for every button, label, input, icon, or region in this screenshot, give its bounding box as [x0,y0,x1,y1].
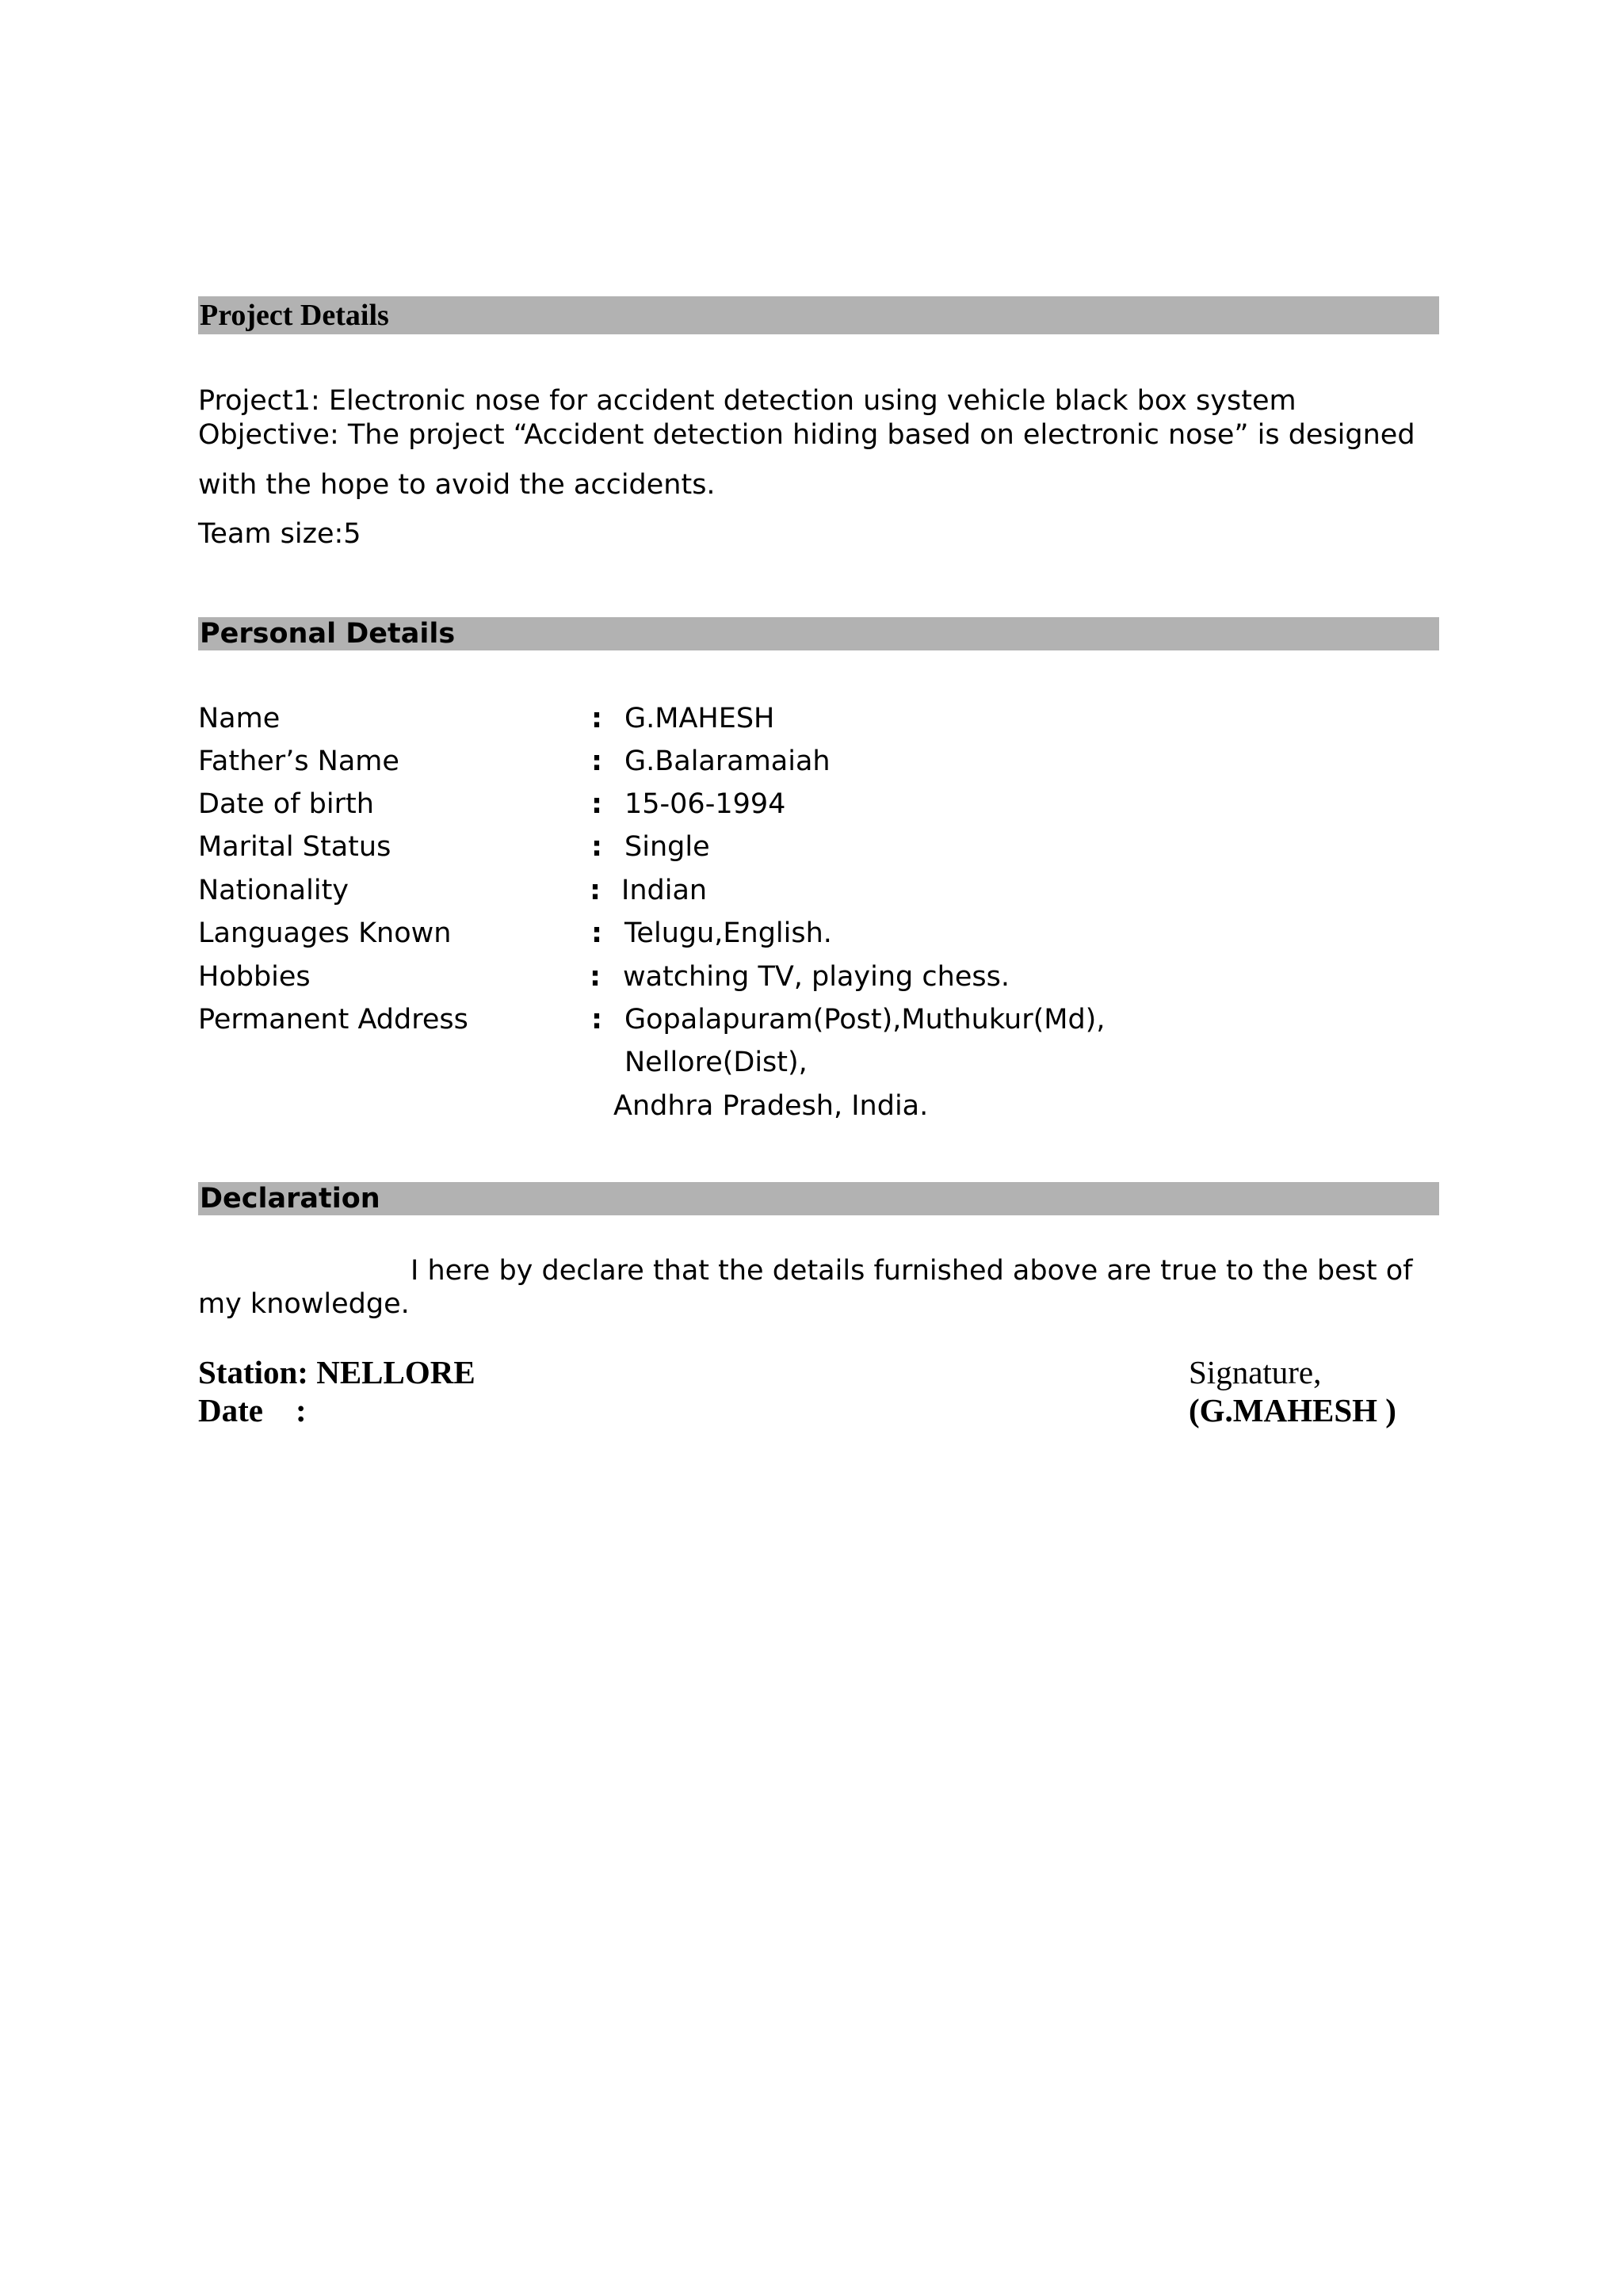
field-label: Father’s Name [198,746,399,777]
field-label: Name [198,703,281,734]
personal-row-date-of-birth [198,783,1439,826]
field-colon: : [591,917,602,949]
team-size: Team size:5 [198,518,361,550]
project-objective-line: Objective: The project “Accident detection hiding based on electronic nose” is designed [198,419,1415,451]
field-value: Telugu,English. [624,917,832,949]
field-value: G.MAHESH [624,703,775,734]
field-colon: : [591,703,602,734]
personal-row-name [198,697,1439,740]
field-label: Date of birth [198,788,374,820]
address-line-3: Andhra Pradesh, India. [613,1090,929,1122]
field-colon: : [590,961,601,993]
field-value: Indian [621,875,708,906]
personal-row-languages-known [198,912,1439,955]
field-label: Languages Known [198,917,452,949]
project-objective-continuation: with the hope to avoid the accidents. [198,469,716,501]
field-colon: : [591,788,602,820]
personal-row-permanent-address [198,998,1439,1041]
project-details-heading: Project Details [198,296,1439,334]
address-line-2: Nellore(Dist), [624,1047,808,1078]
field-colon: : [591,831,602,863]
signature-label: Signature, [1189,1354,1322,1390]
field-label: Marital Status [198,831,391,863]
project-title-line: Project1: Electronic nose for accident detection using vehicle black box system [198,385,1296,417]
declaration-text-line2: my knowledge. [198,1288,410,1320]
signature-name: (G.MAHESH ) [1189,1392,1396,1428]
personal-row-marital-status [198,826,1439,868]
field-label: Hobbies [198,961,311,993]
personal-details-heading: Personal Details [198,617,1439,650]
declaration-heading: Declaration [198,1182,1439,1215]
field-value: G.Balaramaiah [624,746,831,777]
date-label: Date : [198,1392,307,1428]
personal-row-hobbies [198,955,1439,998]
personal-row-fathers-name [198,740,1439,783]
personal-row-nationality [198,869,1439,912]
station-label: Station: NELLORE [198,1354,475,1390]
field-label: Permanent Address [198,1004,468,1035]
field-value: Gopalapuram(Post),Muthukur(Md), [624,1004,1106,1035]
field-value: Single [624,831,710,863]
field-value: watching TV, playing chess. [623,961,1010,993]
field-colon: : [591,1004,602,1035]
field-label: Nationality [198,875,349,906]
declaration-text-line1: I here by declare that the details furnished above are true to the best of [411,1255,1413,1287]
field-colon: : [591,746,602,777]
field-value: 15-06-1994 [624,788,786,820]
field-colon: : [590,875,601,906]
